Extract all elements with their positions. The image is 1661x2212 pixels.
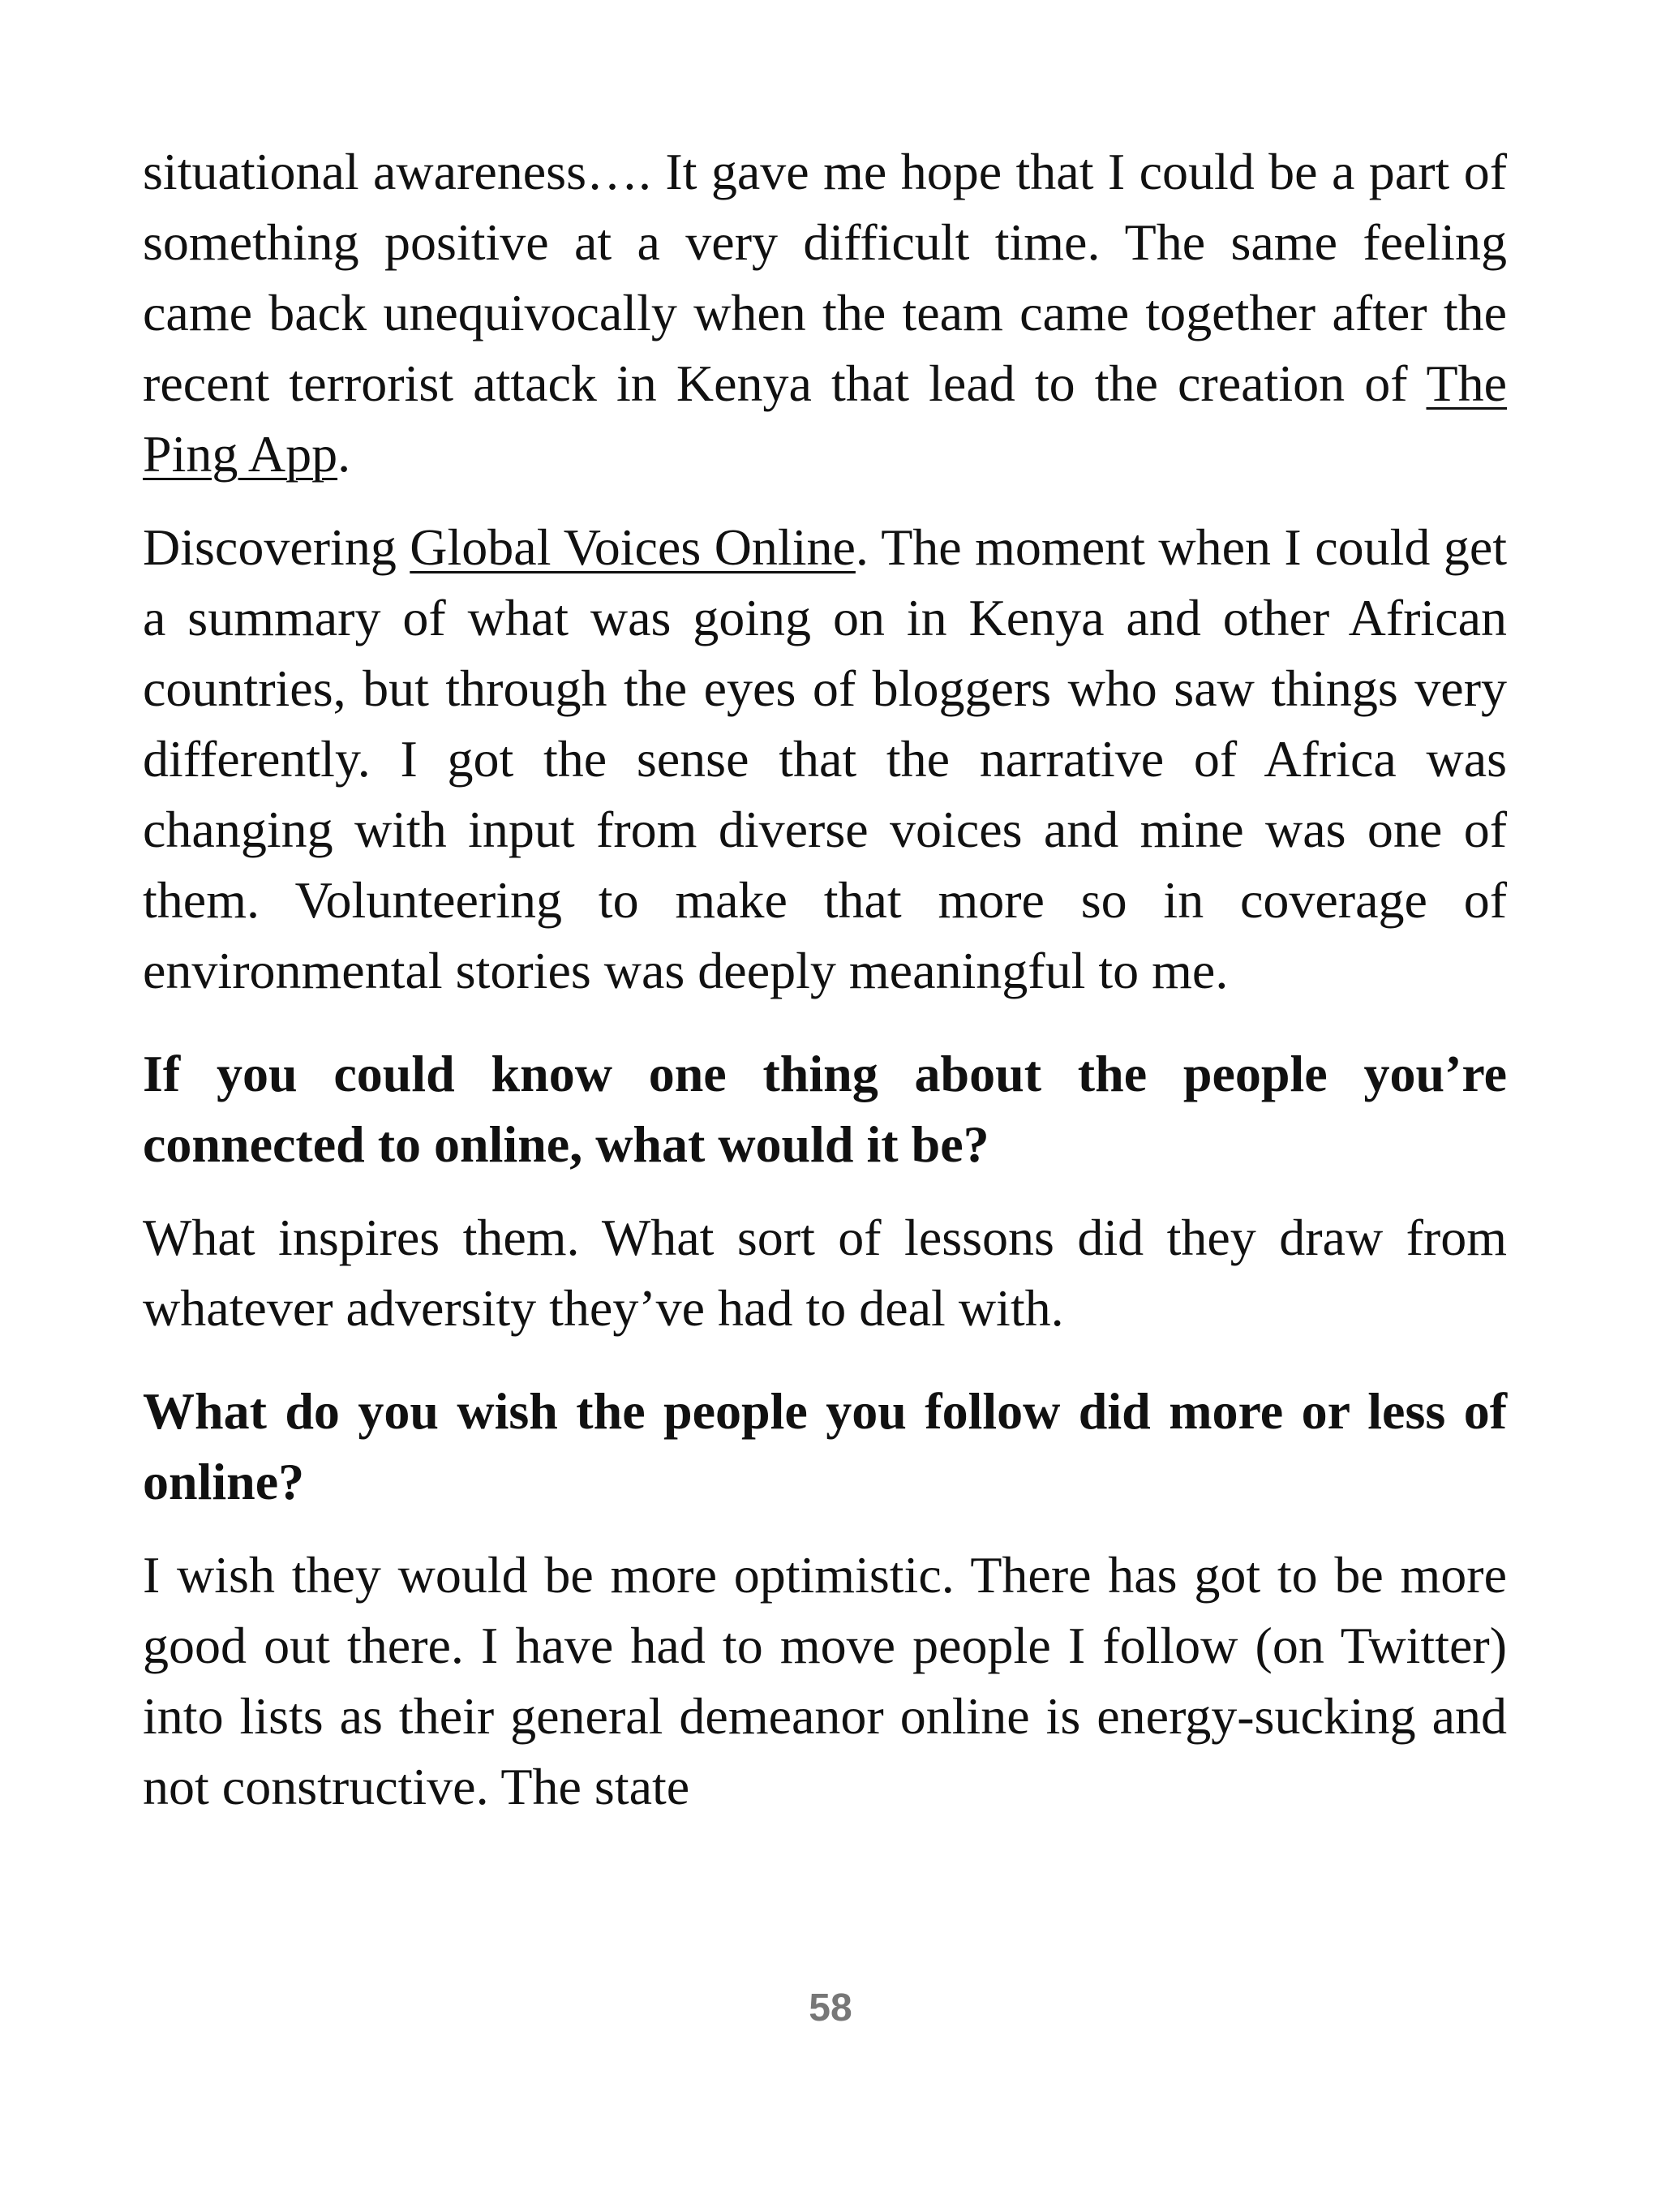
paragraph-ping-app bbox=[143, 136, 1507, 489]
global-voices-online-link[interactable]: Global Voices Online bbox=[410, 518, 856, 576]
paragraph-text: . The moment when I could get a summary of what was going on in Kenya and other African countries, but through the eyes of bloggers who saw things very differently. I got the sense that the narrative of Africa was changing with input from diverse voices and mine was one of them. Volunteering to make that more so in coverage of environmental stories was deeply meaningful to me. bbox=[143, 518, 1508, 999]
answer-one: What inspires them. What sort of lessons did they draw from whatever adversity they’ve had to deal with. bbox=[143, 1209, 1507, 1337]
ping-app-link[interactable]: The Ping App bbox=[143, 354, 1507, 483]
paragraph-text: Discovering bbox=[143, 518, 410, 576]
page-number: 58 bbox=[809, 1987, 852, 2029]
page-content bbox=[143, 136, 1507, 1845]
question-two: What do you wish the people you follow did more or less of online? bbox=[143, 1382, 1507, 1510]
answer-two: I wish they would be more optimistic. There has got to be more good out there. I have had to move people I follow (on Twitter) into lists as their general demeanor online is energy-sucking and not constructive. The state bbox=[143, 1546, 1507, 1815]
question-one: If you could know one thing about the people you’re connected to online, what would it be? bbox=[143, 1045, 1507, 1173]
paragraph-text: situational awareness…. It gave me hope that I could be a part of something positive at a very difficult time. The same feeling came back unequivocally when the team came together after the recent terrorist attack in Kenya that lead to the creation of bbox=[143, 143, 1507, 412]
paragraph-global-voices bbox=[143, 512, 1507, 1006]
paragraph-text: . bbox=[337, 425, 351, 483]
